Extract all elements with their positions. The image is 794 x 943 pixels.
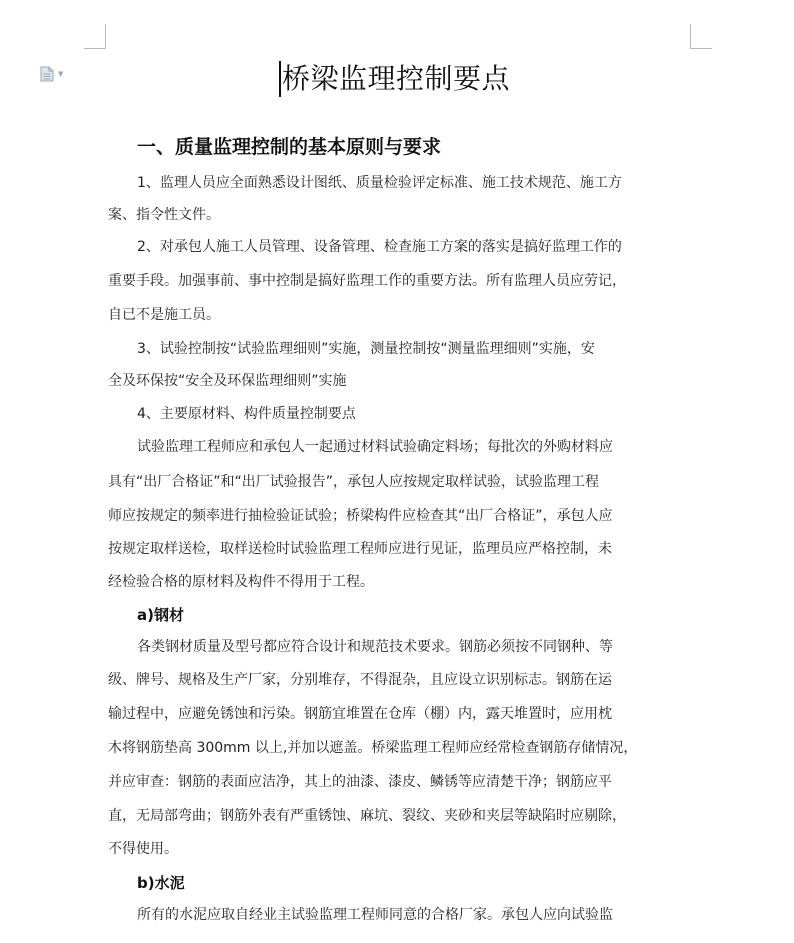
paragraph-line[interactable]: 3、试验控制按“试验监理细则”实施，测量控制按“测量监理细则”实施，安 xyxy=(137,341,595,357)
paragraph-line[interactable]: 不得使用。 xyxy=(108,841,178,857)
paragraph-line[interactable]: 案、指令性文件。 xyxy=(108,207,220,223)
paragraph-line[interactable]: 直，无局部弯曲；钢筋外表有严重锈蚀、麻坑、裂纹、夹砂和夹层等缺陷时应剔除， xyxy=(108,808,626,824)
paragraph-line[interactable]: 级、牌号、规格及生产厂家，分别堆存，不得混杂，且应设立识别标志。钢筋在运 xyxy=(108,672,612,688)
paragraph-line[interactable]: 1、监理人员应全面熟悉设计图纸、质量检验评定标准、施工技术规范、施工方 xyxy=(137,175,622,191)
paragraph-line[interactable]: 并应审查：钢筋的表面应洁净，其上的油漆、漆皮、鳞锈等应清楚干净；钢筋应平 xyxy=(108,774,612,790)
paragraph-line[interactable]: 所有的水泥应取自经业主试验监理工程师同意的合格厂家。承包人应向试验监 xyxy=(137,907,613,923)
paragraph-line[interactable]: 经检验合格的原材料及构件不得用于工程。 xyxy=(108,574,374,590)
crop-mark-top-left xyxy=(84,24,106,49)
paragraph-line[interactable]: 重要手段。加强事前、事中控制是搞好监理工作的重要方法。所有监理人员应劳记， xyxy=(108,273,626,289)
paragraph-line[interactable]: 2、对承包人施工人员管理、设备管理、检查施工方案的落实是搞好监理工作的 xyxy=(137,239,622,255)
paragraph-line[interactable]: 4、主要原材料、构件质量控制要点 xyxy=(137,406,356,422)
subsection-heading-cement[interactable]: b)水泥 xyxy=(137,874,185,892)
text-cursor xyxy=(279,61,281,97)
subsection-heading-steel[interactable]: a)钢材 xyxy=(137,606,184,624)
paragraph-line[interactable]: 自已不是施工员。 xyxy=(108,307,220,323)
dropdown-caret-icon[interactable]: ▼ xyxy=(58,70,64,78)
paragraph-line[interactable]: 师应按规定的频率进行抽检验证试验；桥梁构件应检查其“出厂合格证”，承包人应 xyxy=(108,508,613,524)
document-title[interactable]: 桥梁监理控制要点 xyxy=(282,62,511,95)
paragraph-line[interactable]: 输过程中，应避免锈蚀和污染。钢筋宜堆置在仓库（棚）内，露天堆置时，应用枕 xyxy=(108,706,612,722)
paragraph-line[interactable]: 按规定取样送检，取样送检时试验监理工程师应进行见证，监理员应严格控制，未 xyxy=(108,541,612,557)
paragraph-line[interactable]: 试验监理工程师应和承包人一起通过材料试验确定料场；每批次的外购材料应 xyxy=(137,439,613,455)
section-heading[interactable]: 一、质量监理控制的基本原则与要求 xyxy=(137,136,442,158)
paragraph-line[interactable]: 具有“出厂合格证”和“出厂试验报告”，承包人应按规定取样试验，试验监理工程 xyxy=(108,474,600,490)
paragraph-line[interactable]: 木将钢筋垫高 300mm 以上,并加以遮盖。桥梁监理工程师应经常检查钢筋存储情况， xyxy=(108,740,638,756)
document-icon[interactable] xyxy=(40,66,54,82)
paragraph-line[interactable]: 全及环保按“安全及环保监理细则”实施 xyxy=(108,373,347,389)
paragraph-line[interactable]: 各类钢材质量及型号都应符合设计和规范技术要求。钢筋必须按不同钢种、等 xyxy=(137,639,613,655)
crop-mark-top-right xyxy=(690,24,712,49)
